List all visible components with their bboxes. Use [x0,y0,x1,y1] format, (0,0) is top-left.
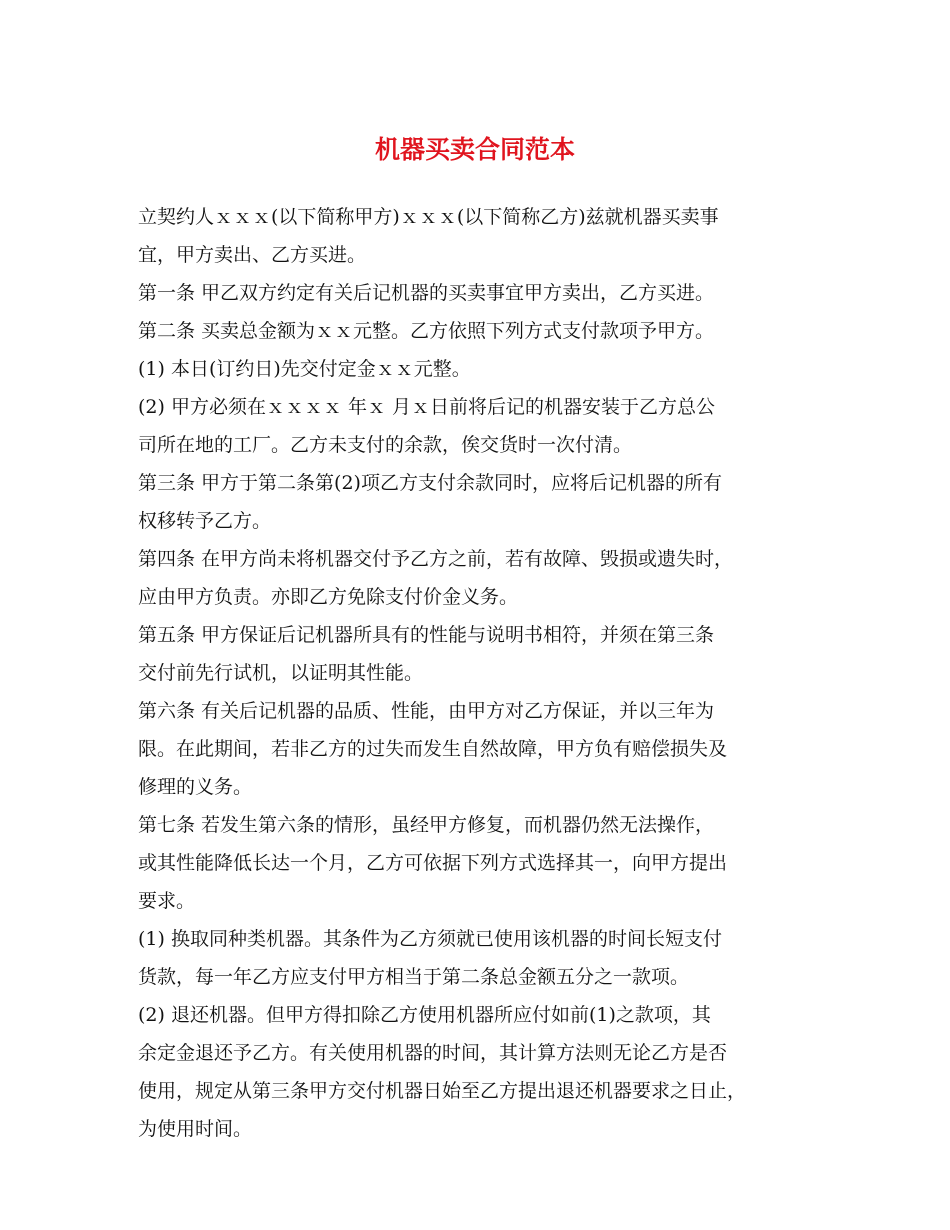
paragraph-line: 权移转予乙方。 [138,510,272,532]
contract-paragraph [138,274,818,312]
paragraph-line: 为使用时间。 [138,1118,253,1140]
paragraph-line: (1) 换取同种类机器。其条件为乙方须就已使用该机器的时间长短支付 [138,928,722,950]
paragraph-line: 交付前先行试机，以证明其性能。 [138,662,424,684]
paragraph-line: 限。在此期间，若非乙方的过失而发生自然故障，甲方负有赔偿损失及 [138,738,728,760]
paragraph-line: 第七条 若发生第六条的情形，虽经甲方修复，而机器仍然无法操作， [138,814,715,836]
contract-paragraph [138,692,818,806]
paragraph-line: 应由甲方负责。亦即乙方免除支付价金义务。 [138,586,519,608]
paragraph-line: (1) 本日(订约日)先交付定金ｘｘ元整。 [138,358,471,380]
paragraph-line: 余定金退还予乙方。有关使用机器的时间，其计算方法则无论乙方是否 [138,1042,728,1064]
contract-paragraph [138,996,818,1148]
contract-paragraph [138,312,818,350]
paragraph-line: 宜，甲方卖出、乙方买进。 [138,244,367,266]
paragraph-line: 第三条 甲方于第二条第(2)项乙方支付余款同时，应将后记机器的所有 [138,472,722,494]
paragraph-line: 第六条 有关后记机器的品质、性能，由甲方对乙方保证，并以三年为 [138,700,715,722]
paragraph-line: 修理的义务。 [138,776,253,798]
paragraph-line: (2) 甲方必须在ｘｘｘｘ 年ｘ 月ｘ日前将后记的机器安装于乙方总公 [138,396,716,418]
paragraph-line: 立契约人ｘｘｘ(以下简称甲方)ｘｘｘ(以下简称乙方)兹就机器买卖事 [138,206,719,228]
paragraph-line: 第二条 买卖总金额为ｘｘ元整。乙方依照下列方式支付款项予甲方。 [138,320,715,342]
contract-paragraph [138,464,818,540]
contract-paragraph [138,806,818,920]
paragraph-line: 要求。 [138,890,196,912]
paragraph-line: 第一条 甲乙双方约定有关后记机器的买卖事宜甲方卖出，乙方买进。 [138,282,715,304]
contract-paragraph [138,920,818,996]
paragraph-line: 第五条 甲方保证后记机器所具有的性能与说明书相符，并须在第三条 [138,624,715,646]
paragraph-line: 货款，每一年乙方应支付甲方相当于第二条总金额五分之一款项。 [138,966,690,988]
contract-paragraph [138,388,818,464]
contract-paragraph [138,540,818,616]
document-body [138,198,818,1148]
paragraph-line: 使用，规定从第三条甲方交付机器日始至乙方提出退还机器要求之日止， [138,1080,747,1102]
contract-paragraph [138,198,818,274]
paragraph-line: 司所在地的工厂。乙方未支付的余款，俟交货时一次付清。 [138,434,633,456]
paragraph-line: 或其性能降低长达一个月，乙方可依据下列方式选择其一，向甲方提出 [138,852,728,874]
document-title: 机器买卖合同范本 [374,135,575,164]
contract-paragraph [138,616,818,692]
contract-paragraph [138,350,818,388]
paragraph-line: (2) 退还机器。但甲方得扣除乙方使用机器所应付如前(1)之款项，其 [138,1004,711,1026]
paragraph-line: 第四条 在甲方尚未将机器交付予乙方之前，若有故障、毁损或遗失时， [138,548,734,570]
